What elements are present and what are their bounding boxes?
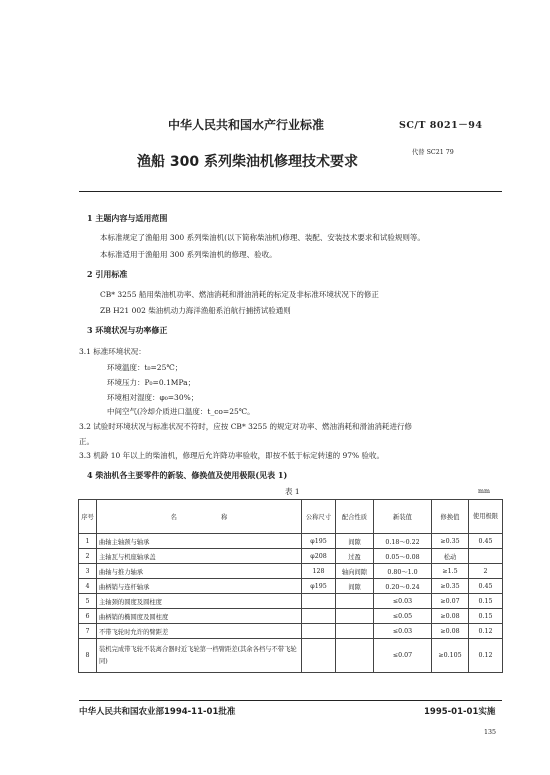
cell-size: φ195	[302, 579, 336, 594]
cell-name: 曲柄销与连杆轴承	[97, 579, 302, 594]
cell-fit	[336, 609, 374, 624]
header-fit: 配合性质	[336, 500, 374, 534]
table-row	[79, 609, 503, 624]
intercooler-temperature: 中间空气(冷却介质进口温度：t_co=25℃。	[107, 407, 255, 416]
footer-rule	[79, 700, 502, 701]
cell-seq: 4	[79, 579, 97, 594]
section-4-heading: 4 柴油机各主要零件的新装、修换值及使用极限(见表 1)	[87, 470, 288, 480]
section-2-heading: 2 引用标准	[87, 269, 128, 279]
ambient-temperature: 环境温度：t₀=25℃；	[107, 363, 183, 372]
cell-new: 0.18～0.22	[374, 534, 432, 549]
relative-humidity: 环境相对湿度：φ₀=30%；	[107, 393, 199, 402]
cell-name: 主轴瓦与机座轴承盖	[97, 549, 302, 564]
cell-name: 主轴颈的圆度及圆柱度	[97, 594, 302, 609]
cell-new: ≤0.07	[374, 639, 432, 673]
cell-new: ≤0.05	[374, 609, 432, 624]
clause-3-2: 3.2 试验时环境状况与标准状况不符时，应按 CB* 3255 的规定对功率、燃油消耗和滑油消耗进行修	[79, 422, 413, 431]
table-caption: 表 1	[285, 487, 300, 496]
reference-cb3255: CB* 3255 船用柴油机功率、燃油消耗和滑油消耗的标定及非标准环境状况下的修正	[100, 290, 379, 299]
table-row	[79, 579, 503, 594]
cell-fit: 间隙	[336, 579, 374, 594]
document-title: 渔船 300 系列柴油机修理技术要求	[137, 154, 358, 170]
cell-name: 不带飞轮时允许的臂距差	[97, 624, 302, 639]
header-repair: 修换值	[432, 500, 469, 534]
cell-fit: 过盈	[336, 549, 374, 564]
table-row	[79, 624, 503, 639]
table-row	[79, 564, 503, 579]
cell-new: 0.80～1.0	[374, 564, 432, 579]
cell-limit: 0.45	[469, 534, 503, 549]
cell-name: 曲柄销的椭圆度及圆柱度	[97, 609, 302, 624]
cell-new: 0.20～0.24	[374, 579, 432, 594]
cell-size: 128	[302, 564, 336, 579]
table-row	[79, 549, 503, 564]
cell-repair: ≥0.35	[432, 579, 469, 594]
cell-name: 曲轴主轴颈与轴承	[97, 534, 302, 549]
cell-size	[302, 624, 336, 639]
cell-limit: 0.45	[469, 579, 503, 594]
header-limit: 使用极限	[469, 500, 503, 534]
cell-size: φ208	[302, 549, 336, 564]
page-number: 135	[484, 729, 497, 736]
cell-fit	[336, 639, 374, 673]
table-row	[79, 534, 503, 549]
cell-fit: 轴向间隙	[336, 564, 374, 579]
cell-limit: 0.15	[469, 609, 503, 624]
section-1-paragraph-2: 本标准适用于渔船用 300 系列柴油机的修理、验收。	[100, 250, 277, 259]
approval-line: 中华人民共和国农业部1994-11-01批准	[79, 707, 236, 717]
cell-repair: ≥0.35	[432, 534, 469, 549]
clause-3-1: 3.1 标准环境状况：	[79, 347, 146, 356]
cell-repair: ≥0.105	[432, 639, 469, 673]
cell-size	[302, 594, 336, 609]
cell-seq: 7	[79, 624, 97, 639]
cell-new: 0.05～0.08	[374, 549, 432, 564]
cell-seq: 6	[79, 609, 97, 624]
header-size: 公称尺寸	[302, 500, 336, 534]
table-unit: mm	[478, 488, 490, 495]
parts-limits-table	[78, 499, 503, 673]
cell-limit	[469, 549, 503, 564]
cell-size	[302, 609, 336, 624]
cell-new: ≤0.03	[374, 594, 432, 609]
cell-repair: 松动	[432, 549, 469, 564]
cell-new: ≤0.03	[374, 624, 432, 639]
cell-size: φ195	[302, 534, 336, 549]
cell-seq: 3	[79, 564, 97, 579]
issuing-org: 中华人民共和国水产行业标准	[168, 118, 325, 132]
header-new: 新装值	[374, 500, 432, 534]
clause-3-2-cont: 正。	[79, 437, 94, 446]
header-seq: 序号	[79, 500, 97, 534]
section-1-heading: 1 主题内容与适用范围	[87, 213, 168, 223]
table-header-row	[79, 500, 503, 534]
cell-repair: ≥1.5	[432, 564, 469, 579]
section-3-heading: 3 环境状况与功率修正	[87, 325, 168, 335]
section-1-paragraph-1: 本标准规定了渔船用 300 系列柴油机(以下简称柴油机)修理、装配、安装技术要求和试验规则等。	[100, 233, 425, 242]
cell-limit: 0.12	[469, 624, 503, 639]
cell-fit: 间隙	[336, 534, 374, 549]
header-name: 名 称	[97, 500, 302, 534]
cell-limit: 2	[469, 564, 503, 579]
cell-seq: 2	[79, 549, 97, 564]
table-row	[79, 639, 503, 673]
cell-seq: 1	[79, 534, 97, 549]
cell-fit	[336, 624, 374, 639]
cell-repair: ≥0.08	[432, 609, 469, 624]
cell-seq: 5	[79, 594, 97, 609]
cell-size	[302, 639, 336, 673]
replaces-note: 代替 SC21 79	[412, 149, 454, 156]
clause-3-3: 3.3 机龄 10 年以上的柴油机，修理后允许降功率验收，即按不低于标定转速的 97% 验收。	[79, 451, 385, 460]
cell-limit: 0.15	[469, 594, 503, 609]
cell-fit	[336, 594, 374, 609]
cell-seq: 8	[79, 639, 97, 673]
cell-name: 装机完成带飞轮不装离合器时近飞轮第一档臂距差(其余各档与不带飞轮同)	[97, 639, 302, 673]
table-row	[79, 594, 503, 609]
cell-repair: ≥0.07	[432, 594, 469, 609]
ambient-pressure: 环境压力：P₀=0.1MPa；	[107, 378, 196, 387]
reference-zbh21002: ZB H21 002 柴油机动力海洋渔船系泊航行捕捞试验通则	[100, 306, 291, 315]
standard-code: SC/T 8021－94	[399, 120, 483, 131]
cell-limit: 0.12	[469, 639, 503, 673]
effective-date: 1995-01-01实施	[424, 707, 496, 717]
header-rule	[79, 191, 502, 192]
cell-name: 曲轴与推力轴承	[97, 564, 302, 579]
cell-repair: ≥0.08	[432, 624, 469, 639]
